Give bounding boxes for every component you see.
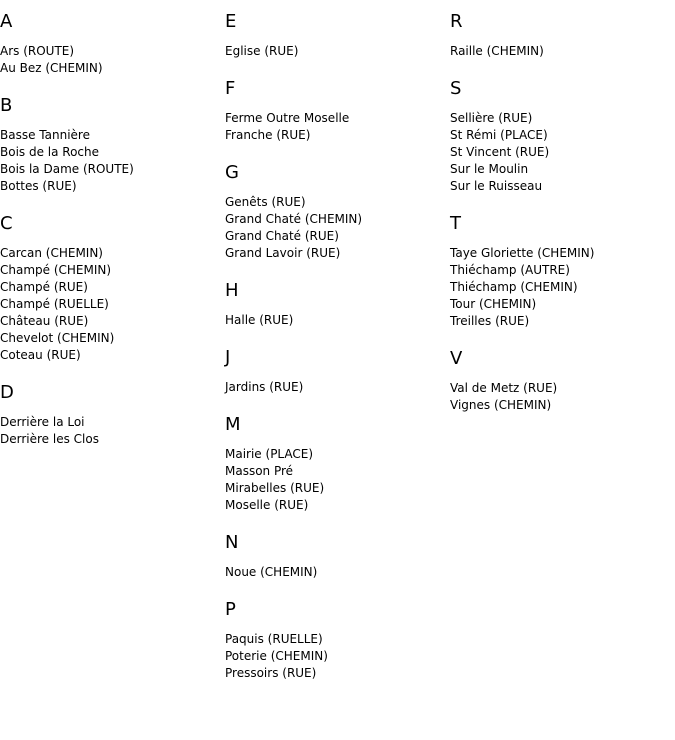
street-list [450,245,670,330]
letter-heading: C [0,213,13,234]
street-list [0,245,220,364]
street-link[interactable]: Treilles (RUE) [450,314,530,328]
street-link[interactable]: Grand Chaté (RUE) [225,229,339,243]
street-list [0,43,220,77]
index-column-1 [0,10,220,465]
letter-group-e [225,10,445,60]
letter-heading: D [0,382,14,403]
street-link[interactable]: Champé (RUELLE) [0,297,109,311]
street-link[interactable]: Pressoirs (RUE) [225,666,317,680]
letter-heading: T [450,213,461,234]
letter-group-n [225,531,445,581]
street-link[interactable]: Bois de la Roche [0,145,100,159]
street-link[interactable]: St Vincent (RUE) [450,145,550,159]
street-link[interactable]: Masson Pré [225,464,294,478]
letter-group-s [450,77,670,195]
street-link[interactable]: Derrière la Loi [0,415,85,429]
street-link[interactable]: Val de Metz (RUE) [450,381,558,395]
letter-group-t [450,212,670,330]
letter-heading: P [225,599,236,620]
street-link[interactable]: Tour (CHEMIN) [450,297,537,311]
street-list [450,43,670,60]
letter-group-a [0,10,220,77]
street-list [225,631,445,682]
street-link[interactable]: Bottes (RUE) [0,179,77,193]
letter-group-j [225,346,445,396]
street-link[interactable]: Carcan (CHEMIN) [0,246,103,260]
street-link[interactable]: Ferme Outre Moselle [225,111,350,125]
street-link[interactable]: Derrière les Clos [0,432,99,446]
street-link[interactable]: Ars (ROUTE) [0,44,75,58]
letter-heading: J [225,347,231,368]
street-link[interactable]: Bois la Dame (ROUTE) [0,162,134,176]
street-link[interactable]: Jardins (RUE) [225,380,304,394]
letter-heading: M [225,414,241,435]
street-link[interactable]: Thiéchamp (CHEMIN) [450,280,578,294]
street-list [450,380,670,414]
letter-group-m [225,413,445,514]
street-link[interactable]: Halle (RUE) [225,313,294,327]
letter-heading: V [450,348,463,369]
street-list [225,110,445,144]
street-list [0,127,220,195]
letter-group-g [225,161,445,262]
letter-group-b [0,94,220,195]
street-link[interactable]: Coteau (RUE) [0,348,81,362]
street-link[interactable]: Moselle (RUE) [225,498,309,512]
street-link[interactable]: Château (RUE) [0,314,89,328]
letter-heading: B [0,95,13,116]
letter-heading: N [225,532,239,553]
index-column-3 [450,10,670,431]
street-link[interactable]: Champé (RUE) [0,280,88,294]
street-list [225,43,445,60]
street-link[interactable]: Genêts (RUE) [225,195,306,209]
letter-heading: S [450,78,462,99]
letter-heading: G [225,162,239,183]
street-link[interactable]: Sur le Ruisseau [450,179,543,193]
street-link[interactable]: Grand Lavoir (RUE) [225,246,341,260]
street-link[interactable]: Sur le Moulin [450,162,529,176]
street-link[interactable]: Au Bez (CHEMIN) [0,61,103,75]
street-list [225,194,445,262]
street-list [225,312,445,329]
street-link[interactable]: Vignes (CHEMIN) [450,398,552,412]
letter-heading: E [225,11,237,32]
street-link[interactable]: Sellière (RUE) [450,111,533,125]
street-list [0,414,220,448]
street-link[interactable]: Paquis (RUELLE) [225,632,323,646]
street-link[interactable]: Basse Tannière [0,128,90,142]
letter-group-v [450,347,670,414]
letter-group-d [0,381,220,448]
street-link[interactable]: Poterie (CHEMIN) [225,649,328,663]
street-list [450,110,670,195]
letter-heading: A [0,11,13,32]
street-list [225,379,445,396]
index-column-2 [225,10,445,699]
street-link[interactable]: Eglise (RUE) [225,44,299,58]
letter-heading: R [450,11,463,32]
street-link[interactable]: Raille (CHEMIN) [450,44,544,58]
street-link[interactable]: Noue (CHEMIN) [225,565,318,579]
street-link[interactable]: Mairie (PLACE) [225,447,314,461]
street-link[interactable]: Taye Gloriette (CHEMIN) [450,246,595,260]
letter-group-f [225,77,445,144]
letter-group-c [0,212,220,364]
street-list [225,446,445,514]
street-link[interactable]: Grand Chaté (CHEMIN) [225,212,363,226]
letter-group-h [225,279,445,329]
letter-heading: H [225,280,239,301]
street-link[interactable]: Mirabelles (RUE) [225,481,325,495]
letter-group-p [225,598,445,682]
street-link[interactable]: Thiéchamp (AUTRE) [450,263,570,277]
street-list [225,564,445,581]
street-link[interactable]: Champé (CHEMIN) [0,263,112,277]
letter-heading: F [225,78,236,99]
street-link[interactable]: Franche (RUE) [225,128,311,142]
street-link[interactable]: St Rémi (PLACE) [450,128,548,142]
letter-group-r [450,10,670,60]
street-link[interactable]: Chevelot (CHEMIN) [0,331,115,345]
